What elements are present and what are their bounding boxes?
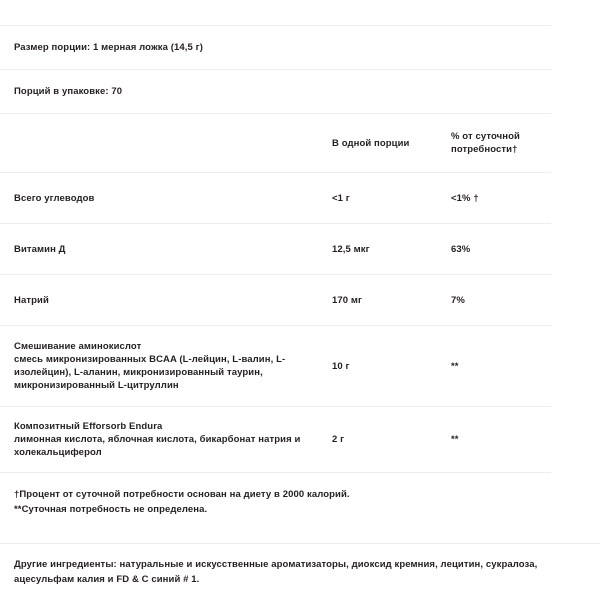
table-row [0,223,551,274]
nutrient-name: Композитный Efforsorb Endura [14,421,163,432]
other-ingredients-block [0,543,600,587]
table-row [0,274,551,325]
nutrient-name-group [0,340,332,392]
nutrient-daily-value: <1% † [451,192,479,204]
nutrient-daily-value: ** [451,360,459,372]
nutrient-amount: <1 г [332,192,350,204]
nutrient-name: Натрий [14,294,49,306]
column-header-daily-value: % от суточной потребности† [451,130,520,155]
nutrient-daily-value: 63% [451,243,471,255]
top-spacer [0,0,600,25]
nutrient-sub-ingredients: смесь микронизированных BCAA (L-лейцин, L-валин, L-изолейцин), L-аланин, микронизированный таурин, микронизированный L-цитруллин [14,354,286,391]
servings-per-container-label: Порций в упаковке: 70 [14,86,123,97]
footnote-not-established: **Суточная потребность не определена. [14,504,208,515]
footnotes-block [0,472,551,517]
nutrient-amount: 10 г [332,360,350,372]
nutrient-daily-value: ** [451,434,459,445]
other-ingredients-text: Другие ингредиенты: натуральные и искусственные ароматизаторы, диоксид кремния, лецитин, сукралоза, ацесульфам калия и FD & C синий # 1. [14,559,538,585]
nutrient-sub-ingredients: лимонная кислота, яблочная кислота, бикарбонат натрия и холекальциферол [14,434,301,458]
table-row [0,172,551,223]
footnote-daily-value: †Процент от суточной потребности основан на диету в 2000 калорий. [14,489,350,500]
table-row [0,406,551,472]
column-header-amount: В одной порции [332,137,410,149]
nutrient-name: Смешивание аминокислот [14,341,142,352]
nutrient-daily-value: 7% [451,294,465,306]
nutrient-amount: 170 мг [332,294,363,306]
nutrient-name-group [0,420,332,459]
serving-size-row [0,25,551,69]
serving-size-label: Размер порции: 1 мерная ложка (14,5 г) [14,42,203,53]
servings-per-container-row [0,69,551,113]
nutrient-name: Витамин Д [14,243,66,255]
table-row [0,325,551,406]
nutrient-name: Всего углеводов [14,192,95,204]
nutrient-amount: 12,5 мкг [332,243,370,255]
nutrient-amount: 2 г [332,434,345,445]
table-header-row [0,113,551,172]
